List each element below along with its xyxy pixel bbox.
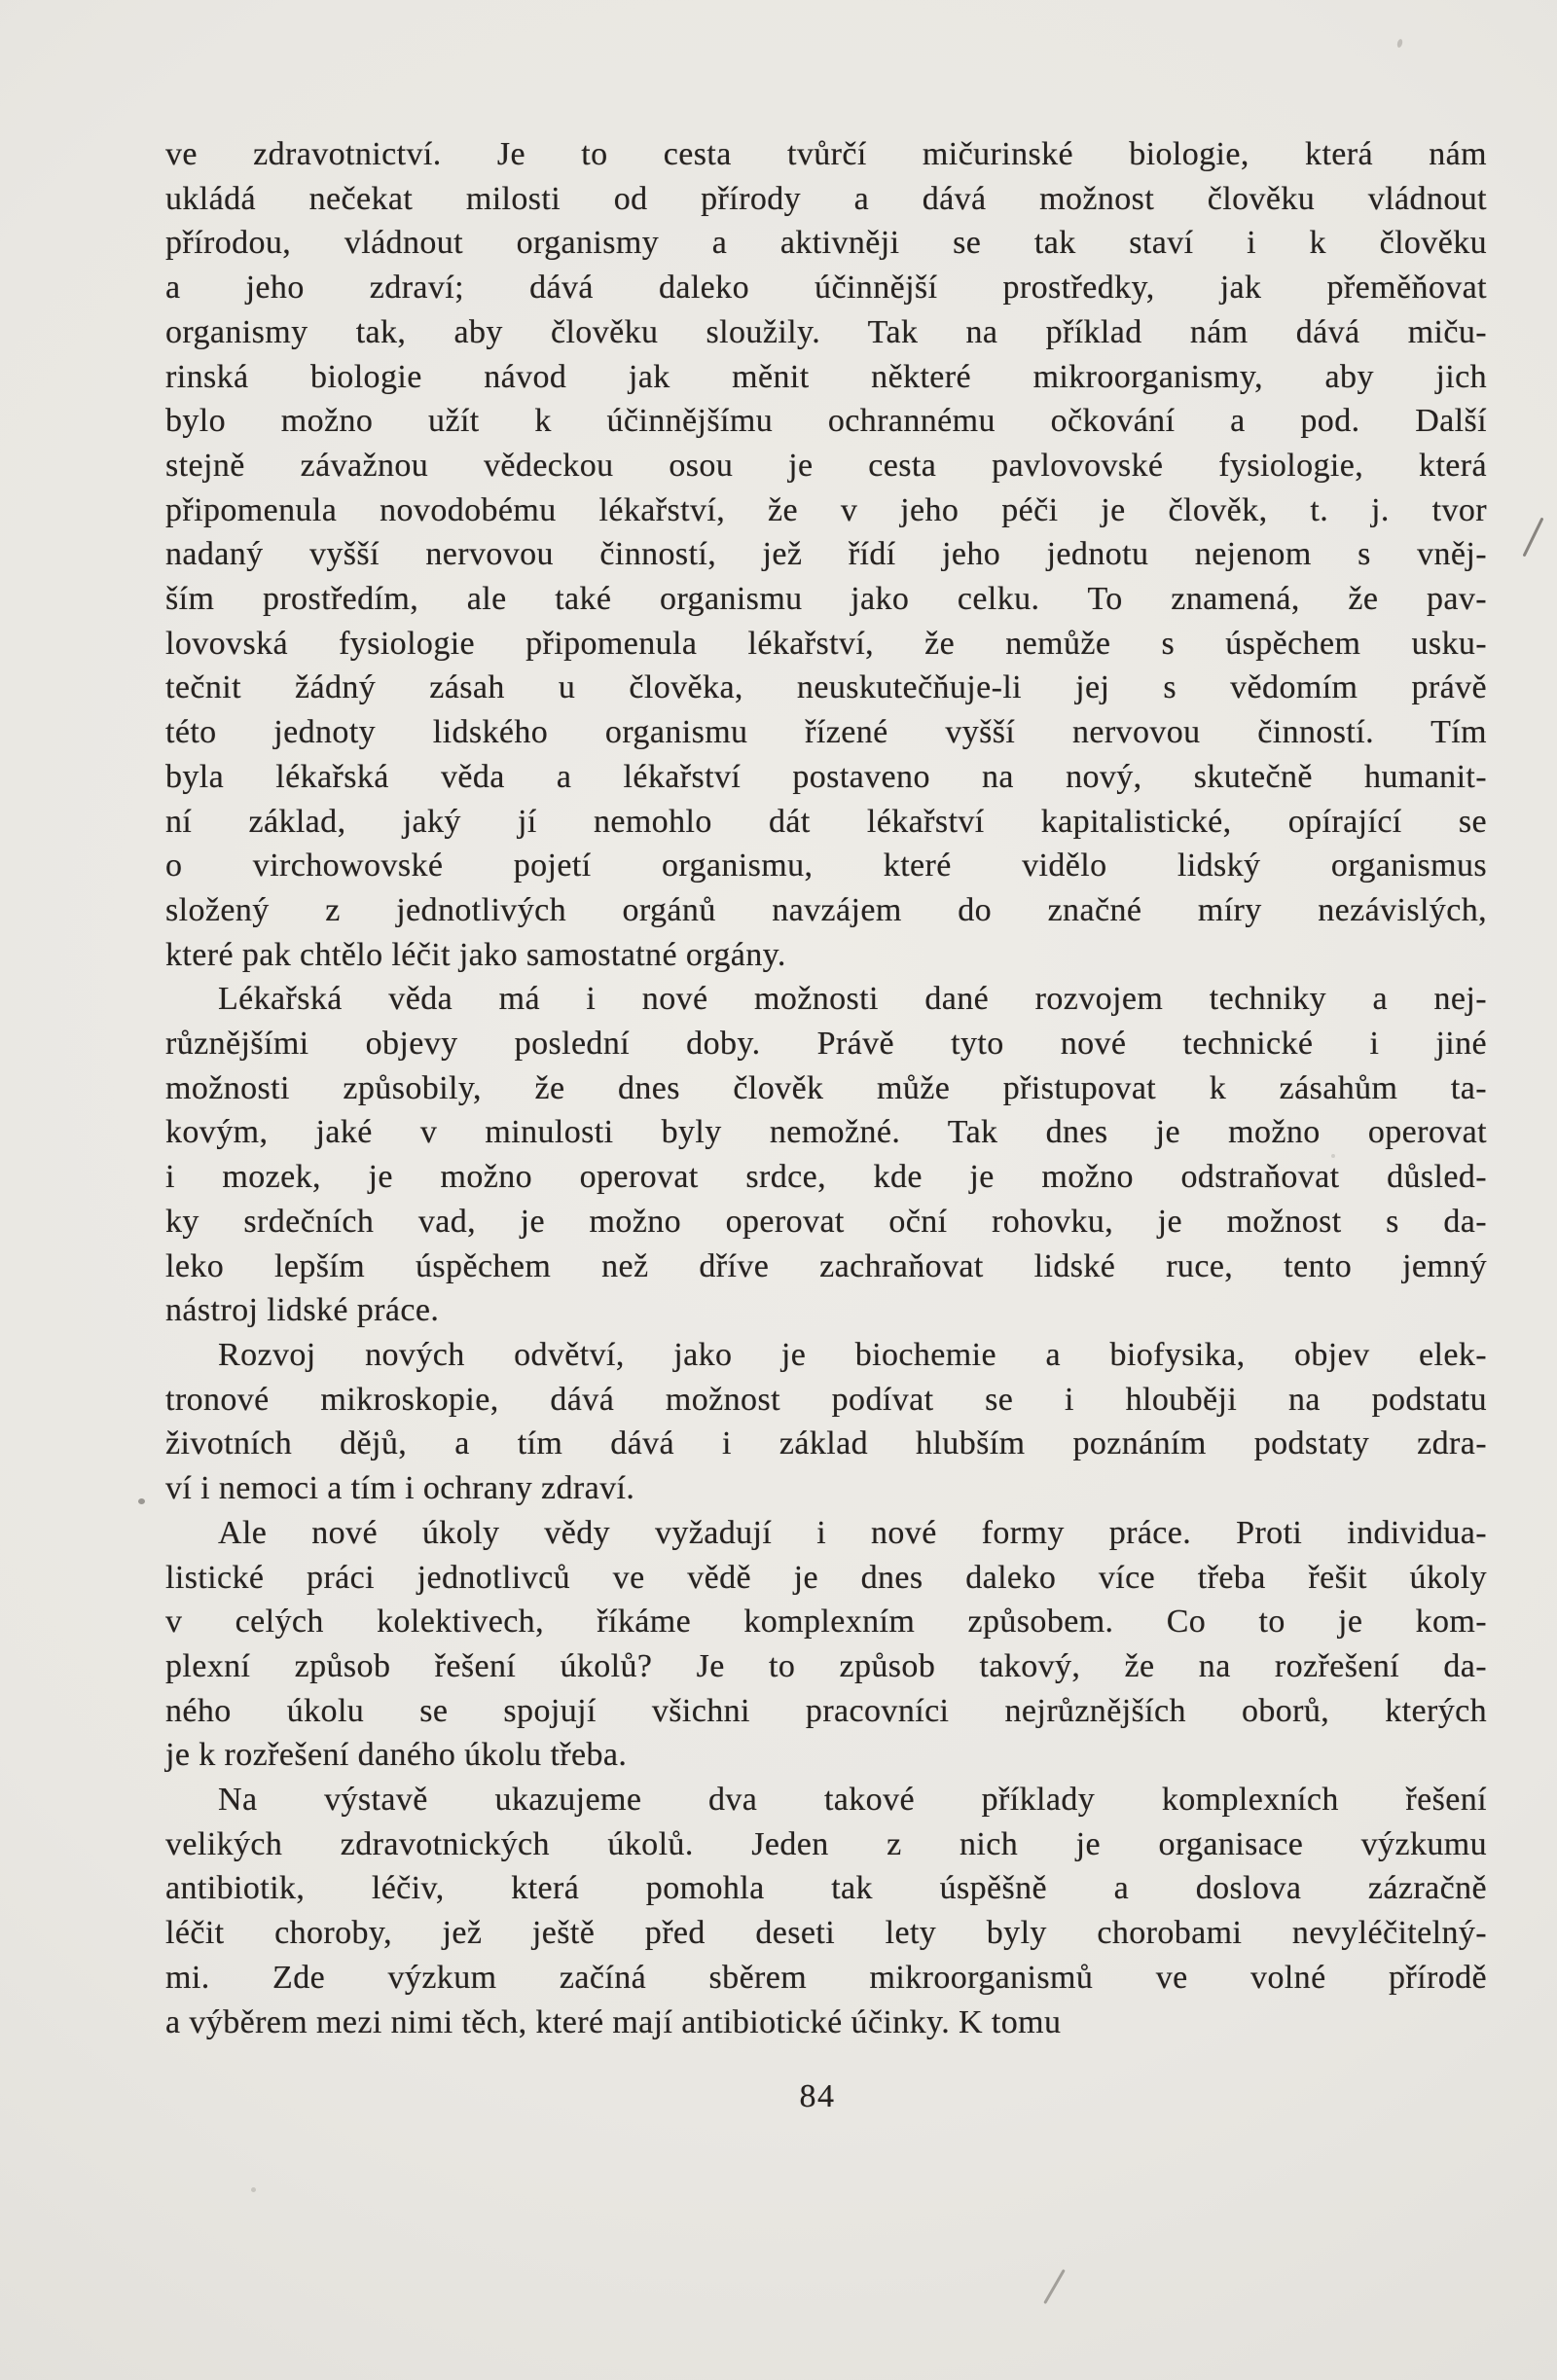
text-line: listické práci jednotlivců ve vědě je dnes daleko více třeba řešit úkoly [165,1559,1487,1596]
scan-artifact-slash [1043,2269,1066,2304]
scan-artifact-speck [138,1498,145,1504]
scan-artifact-speck [251,2187,256,2192]
text-line: léčit choroby, jež ještě před deseti lety byly chorobami nevyléčitelný- [165,1915,1487,1952]
text-line: leko lepším úspěchem než dříve zachraňovat lidské ruce, tento jemný [165,1247,1487,1284]
text-line: Na výstavě ukazujeme dva takové příklady komplexních řešení [218,1782,1487,1819]
text-line: ní základ, jaký jí nemohlo dát lékařství kapitalistické, opírající se [165,803,1487,840]
text-line: ve zdravotnictví. Je to cesta tvůrčí mičurinské biologie, která nám [165,136,1487,172]
text-line: které pak chtělo léčit jako samostatné orgány. [165,936,786,973]
text-line: rinská biologie návod jak měnit některé mikroorganismy, aby jich [165,358,1487,395]
text-line: nástroj lidské práce. [165,1292,440,1329]
scan-artifact-speck [1396,39,1403,49]
text-line: Lékařská věda má i nové možnosti dané rozvojem techniky a nej- [218,981,1487,1018]
text-line: i mozek, je možno operovat srdce, kde je možno odstraňovat důsled- [165,1159,1487,1196]
text-line: je k rozřešení daného úkolu třeba. [165,1737,628,1774]
text-line: velikých zdravotnických úkolů. Jeden z nich je organisace výzkumu [165,1825,1487,1862]
paragraph [165,1778,1487,2044]
paragraph [165,1511,1487,1778]
text-line: Ale nové úkoly vědy vyžadují i nové formy práce. Proti individua- [218,1514,1487,1551]
text-line: stejně závažnou vědeckou osou je cesta pavlovovské fysiologie, která [165,447,1487,484]
text-line: ky srdečních vad, je možno operovat oční rohovku, je možnost s da- [165,1203,1487,1240]
text-line: lovovská fysiologie připomenula lékařství, že nemůže s úspěchem usku- [165,625,1487,662]
scan-artifact-slash [1523,518,1544,558]
text-line: mi. Zde výzkum začíná sběrem mikroorganismů ve volné přírodě [165,1959,1487,1996]
text-line: ného úkolu se spojují všichni pracovníci nejrůznějších oborů, kterých [165,1692,1487,1729]
text-line: organismy tak, aby člověku sloužily. Tak na příklad nám dává miču- [165,313,1487,350]
text-line: o virchowovské pojetí organismu, které vidělo lidský organismus [165,847,1487,884]
text-line: a jeho zdraví; dává daleko účinnější prostředky, jak přeměňovat [165,270,1487,307]
text-line: Rozvoj nových odvětví, jako je biochemie a biofysika, objev elek- [218,1336,1487,1373]
page-text-block [165,132,1487,2044]
text-line: složený z jednotlivých orgánů navzájem do značné míry nezávislých, [165,891,1487,928]
paragraph [165,132,1487,977]
page-number: 84 [799,2078,836,2114]
text-line: této jednoty lidského organismu řízené vyšší nervovou činností. Tím [165,714,1487,751]
text-line: připomenula novodobému lékařství, že v jeho péči je člověk, t. j. tvor [165,491,1487,528]
text-line: životních dějů, a tím dává i základ hlubším poznáním podstaty zdra- [165,1425,1487,1462]
text-line: tečnit žádný zásah u člověka, neuskutečňuje-li jej s vědomím právě [165,669,1487,706]
text-line: nadaný vyšší nervovou činností, jež řídí jeho jednotu nejenom s vněj- [165,536,1487,573]
paragraph [165,977,1487,1333]
text-line: ukládá nečekat milosti od přírody a dává možnost člověku vládnout [165,180,1487,217]
text-line: tronové mikroskopie, dává možnost podívat se i hlouběji na podstatu [165,1381,1487,1418]
text-line: antibiotik, léčiv, která pomohla tak úspěšně a doslova zázračně [165,1870,1487,1907]
text-line: možnosti způsobily, že dnes člověk může přistupovat k zásahům ta- [165,1069,1487,1106]
text-line: a výběrem mezi nimi těch, které mají antibiotické účinky. K tomu [165,2003,1062,2040]
paragraph [165,1333,1487,1511]
text-line: byla lékařská věda a lékařství postaveno na nový, skutečně humanit- [165,758,1487,795]
text-line: bylo možno užít k účinnějšímu ochrannému očkování a pod. Další [165,403,1487,440]
text-line: kovým, jaké v minulosti byly nemožné. Tak dnes je možno operovat [165,1114,1487,1151]
text-line: různějšími objevy poslední doby. Právě tyto nové technické i jiné [165,1026,1487,1063]
text-line: přírodou, vládnout organismy a aktivněji se tak staví i k člověku [165,225,1487,262]
text-line: ví i nemoci a tím i ochrany zdraví. [165,1470,635,1507]
text-line: v celých kolektivech, říkáme komplexním způsobem. Co to je kom- [165,1604,1487,1641]
text-line: ším prostředím, ale také organismu jako celku. To znamená, že pav- [165,581,1487,618]
text-line: plexní způsob řešení úkolů? Je to způsob takový, že na rozřešení da- [165,1647,1487,1684]
